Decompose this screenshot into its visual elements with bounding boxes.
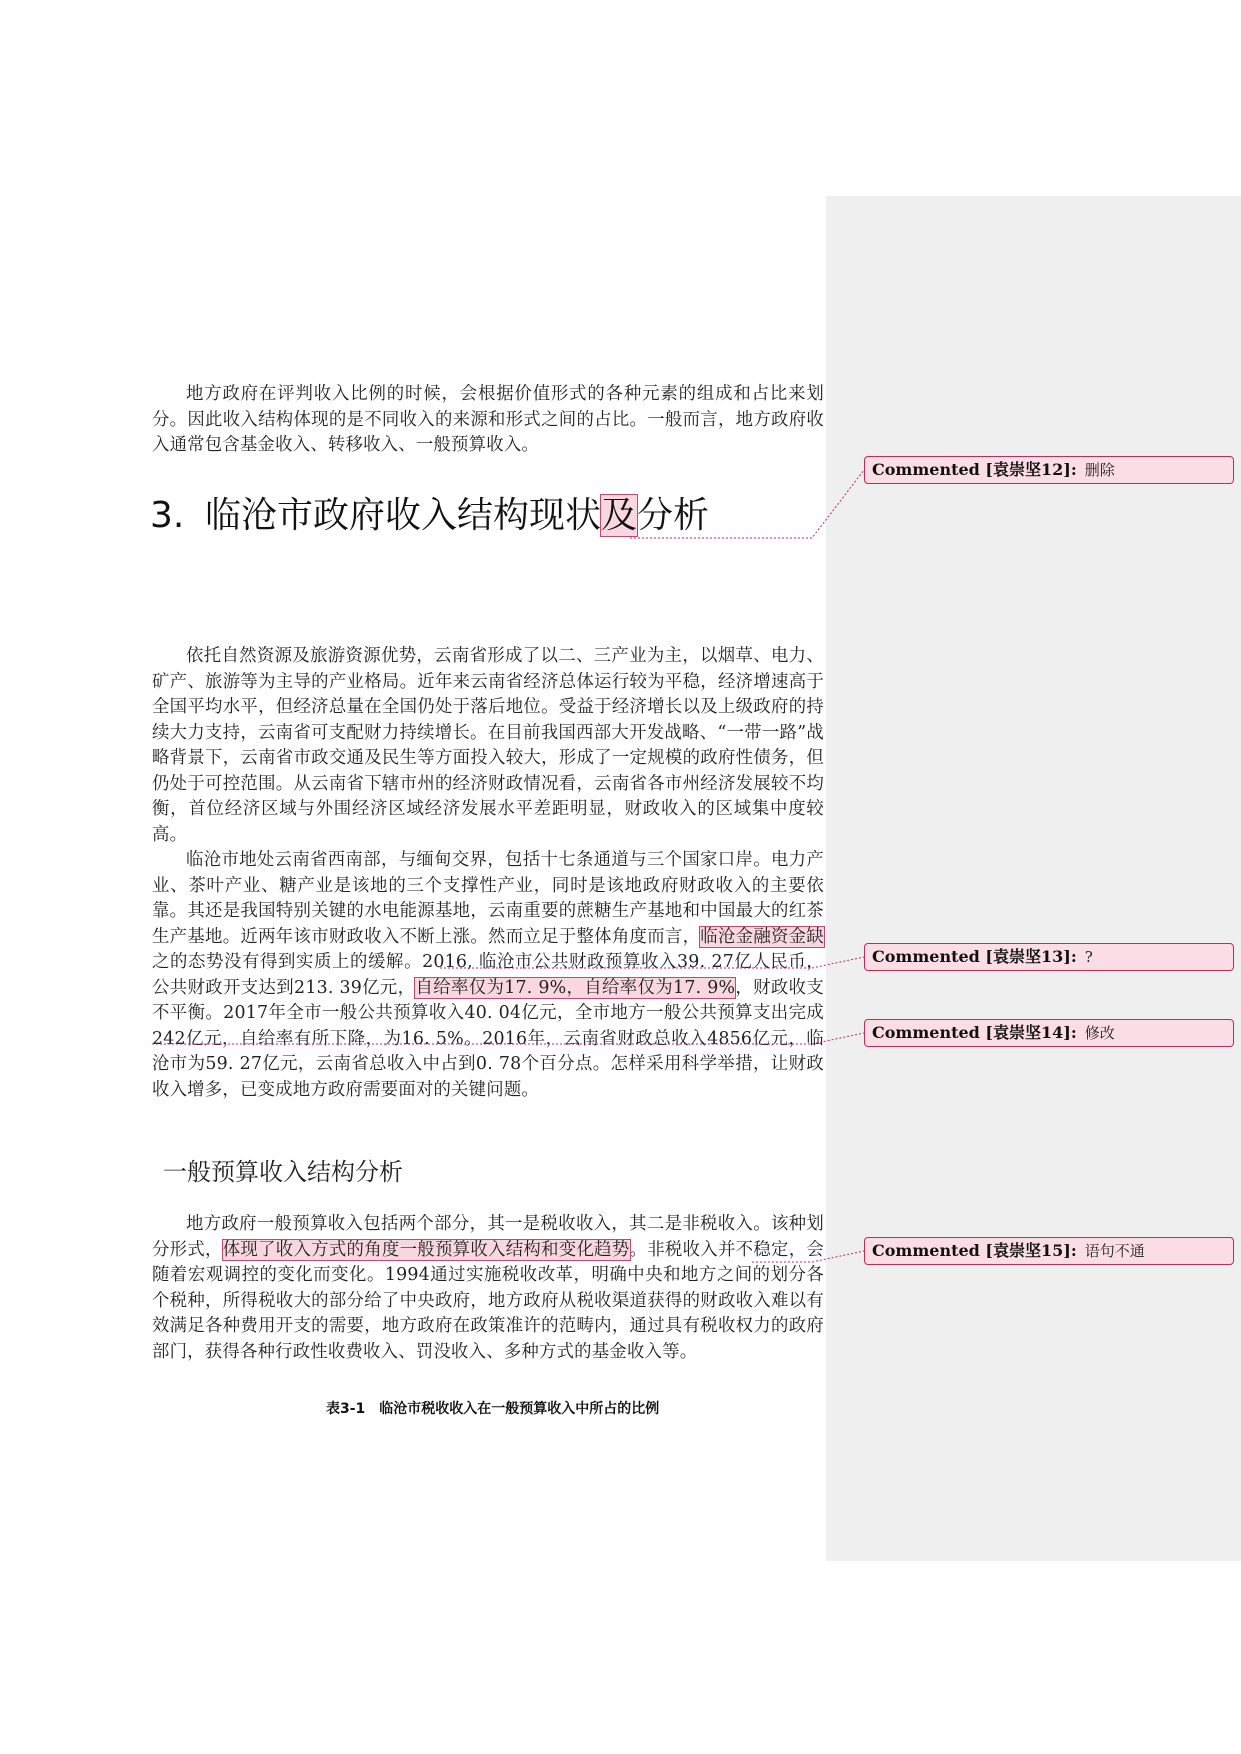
comment-balloon-14[interactable] (864, 1019, 1234, 1047)
paragraph-2: 依托自然资源及旅游资源优势，云南省形成了以二、三产业为主，以烟草、电力、矿产、旅游等为主导的产业格局。近年来云南省经济总体运行较为平稳，经济增速高于全国平均水平，但经济总量在全国仍处于落后地位。受益于经济增长以及上级政府的持续大力支持，云南省可支配财力持续增长。在目前我国西部大开发战略、“一带一路”战略背景下，云南省市政交通及民生等方面投入较大，形成了一定规模的政府性债务，但仍处于可控范围。从云南省下辖市州的经济财政情况看，云南省各市州经济发展较不均衡，首位经济区域与外围经济区域经济发展水平差距明显，财政收入的区域集中度较高。 (152, 646, 824, 845)
comment-balloon-15[interactable] (864, 1237, 1234, 1265)
comment-balloon-12[interactable] (864, 456, 1234, 484)
heading-text-after: 分析 (637, 495, 710, 536)
paragraph-4-part2: 。非税收入并不稳定，会随着宏观调控的变化而变化。1994通过实施税收改革，明确中央和地方之间的划分各个税种，所得税收大的部分给了中央政府，地方政府从税收渠道获得的财政收入难以有效满足各种费用开支的需要，地方政府在政策准许的范畴内，通过具有税收权力的政府部门，获得各种行政性收费收入、罚没收入、多种方式的基金收入等。 (152, 1239, 824, 1362)
paragraph-4-part1: 地方政府一般预算收入包括两个部分，其一是税收收入，其二是非税收入。该种划分形式， (152, 1214, 824, 1260)
paragraph-3 (152, 848, 824, 1103)
comment-author: Commented [袁崇坚15]: (872, 1241, 1077, 1260)
body-paragraph-2 (152, 644, 824, 848)
heading-general-budget: 一般预算收入结构分析 (163, 1158, 403, 1186)
comment-balloon-13[interactable] (864, 943, 1234, 971)
paragraph-intro: 地方政府在评判收入比例的时候，会根据价值形式的各种元素的组成和占比来划分。因此收入结构体现的是不同收入的来源和形式之间的占比。一般而言，地方政府收入通常包含基金收入、转移收入、一般预算收入。 (152, 384, 824, 455)
intro-paragraph (152, 382, 824, 459)
comment-pane (826, 196, 1241, 1561)
heading-number: 3. (150, 495, 185, 536)
paragraph-4 (152, 1212, 824, 1365)
body-paragraph-4 (152, 1212, 824, 1365)
comment-author: Commented [袁崇坚12]: (872, 460, 1077, 479)
comment-text: 语句不通 (1084, 1242, 1145, 1260)
paragraph-3-part3: ，财政收支不平衡。2017年全市一般公共预算收入40. 04亿元，全市地方一般公共预算支出完成242亿元，自给率有所下降，为16. 5%。2016年，云南省财政总收入4856亿元，临沧市为59. 27亿元，云南省总收入中占到0. 78个百分点。怎样采用科学举措，让财政收入增多，已变成地方政府需要面对的关键问题。 (152, 977, 824, 1100)
comment-text: ? (1084, 948, 1093, 966)
comment-text: 删除 (1084, 461, 1115, 479)
commented-text-13[interactable]: 临沧金融资金缺 (700, 926, 824, 947)
heading-text-before: 临沧市政府收入结构现状 (205, 495, 602, 536)
comment-author: Commented [袁崇坚13]: (872, 947, 1077, 966)
commented-text-15[interactable]: 体现了收入方式的角度一般预算收入结构和变化趋势 (222, 1239, 630, 1260)
table-caption: 表3-1 临沧市税收收入在一般预算收入中所占的比例 (326, 1401, 660, 1417)
paragraph-3-part2: 之的态势没有得到实质上的缓解。2016, 临沧市公共财政预算收入39. 27亿人民币，公共财政开支达到213. 39亿元， (152, 952, 824, 998)
comment-text: 修改 (1084, 1024, 1115, 1042)
heading-commented-char[interactable]: 及 (601, 495, 638, 536)
comment-author: Commented [袁崇坚14]: (872, 1023, 1077, 1042)
commented-text-14[interactable]: 自给率仅为17. 9%，自给率仅为17. 9% (415, 977, 736, 998)
heading-section-3 (150, 488, 830, 544)
body-paragraph-3 (152, 848, 824, 1103)
paragraph-3-part1: 临沧市地处云南省西南部，与缅甸交界，包括十七条通道与三个国家口岸。电力产业、茶叶产业、糖产业是该地的三个支撑性产业，同时是该地政府财政收入的主要依靠。其还是我国特别关键的水电能源基地，云南重要的蔗糖生产基地和中国最大的红茶生产基地。近两年该市财政收入不断上涨。然而立足于整体角度而言， (152, 850, 824, 947)
